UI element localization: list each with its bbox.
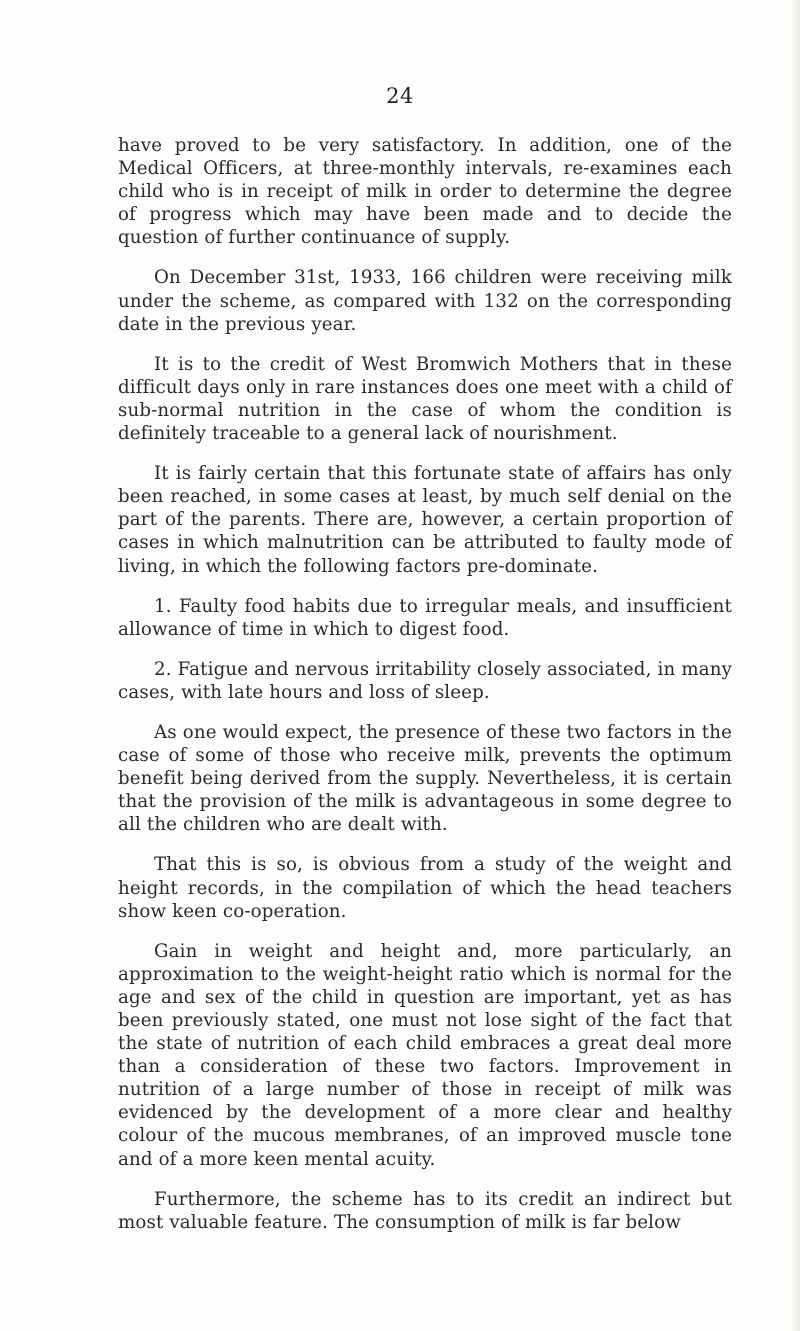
page-number: 24 bbox=[386, 84, 414, 108]
paragraph: It is to the credit of West Bromwich Mothers that in these difficult days only in rare instances does one meet with a child of sub-normal nutrition in the case of whom the condition is definitely traceable to a general lack of nourishment. bbox=[118, 353, 732, 445]
paragraph: That this is so, is obvious from a study of the weight and height records, in the compilation of which the head teachers show keen co-operation. bbox=[118, 854, 732, 922]
paragraph: As one would expect, the presence of these two factors in the case of some of those who receive milk, prevents the optimum benefit being derived from the supply. Nevertheless, it is certain that the provision of the milk is advantageous in some degree to all the children who are dealt with. bbox=[118, 721, 732, 836]
paragraph: On December 31st, 1933, 166 children were receiving milk under the scheme, as compared with 132 on the corresponding date in the previous year. bbox=[118, 267, 732, 335]
body-text bbox=[118, 134, 732, 1251]
paragraph: Furthermore, the scheme has to its credit an indirect but most valuable feature. The consumption of milk is far below bbox=[118, 1188, 732, 1233]
paragraph: have proved to be very satisfactory. In addition, one of the Medical Officers, at three-monthly intervals, re-examines each child who is in receipt of milk in order to determine the degree of progress which may have been made and to decide the question of further continuance of supply. bbox=[118, 135, 732, 249]
paragraph: It is fairly certain that this fortunate state of affairs has only been reached, in some cases at least, by much self denial on the part of the parents. There are, however, a certain proportion of cases in which malnutrition can be attributed to faulty mode of living, in which the following factors pre-dominate. bbox=[118, 463, 732, 577]
paragraph: 2. Fatigue and nervous irritability closely associated, in many cases, with late hours and loss of sleep. bbox=[118, 658, 732, 703]
paragraph: 1. Faulty food habits due to irregular meals, and insufficient allowance of time in which to digest food. bbox=[118, 595, 732, 640]
paragraph: Gain in weight and height and, more particularly, an approximation to the weight-height ratio which is normal for the age and sex of the child in question are important, yet as has been previously stated, one must not lose sight of the fact that the state of nutrition of each child embraces a great deal more than a consideration of these two factors. Improvement in nutrition of a large number of those in receipt of milk was evidenced by the development of a more clear and healthy colour of the mucous membranes, of an improved muscle tone and of a more keen mental acuity. bbox=[118, 940, 732, 1170]
page-edge-shadow bbox=[790, 0, 800, 1331]
